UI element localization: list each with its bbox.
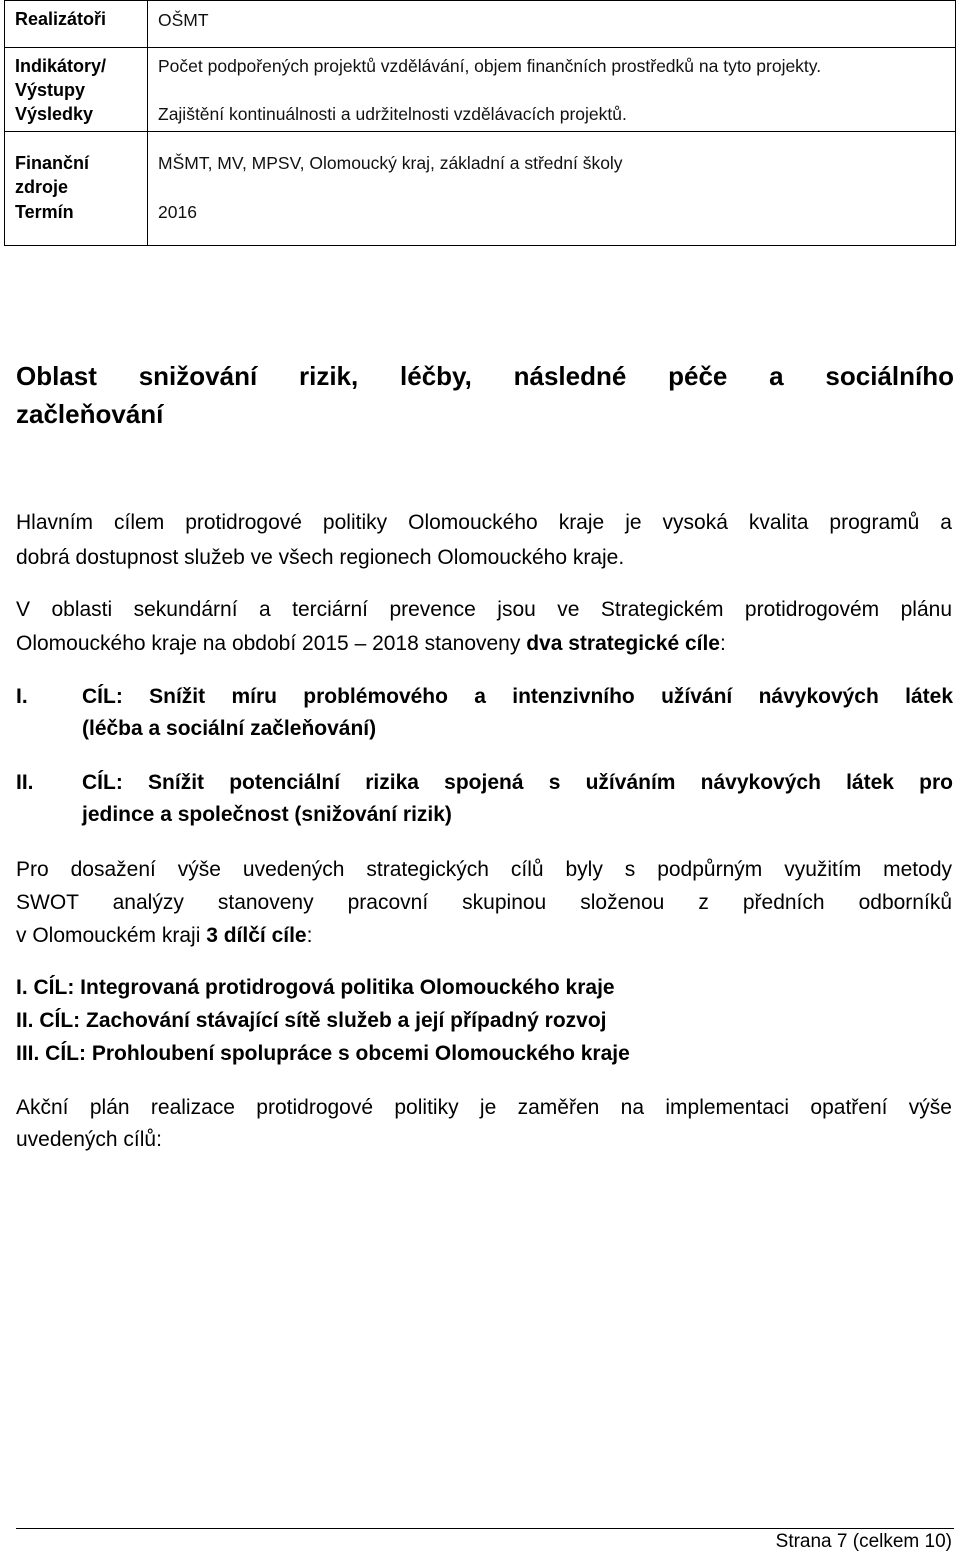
row-label-financni-2: zdroje xyxy=(15,177,69,197)
row-value-termin: 2016 xyxy=(158,202,197,222)
info-table xyxy=(4,0,956,246)
row-label-indikatory-3: Výsledky xyxy=(15,104,94,124)
paragraph-2-text: Olomouckého kraje na období 2015 – 2018 stanoveny xyxy=(16,632,527,655)
page-number: Strana 7 (celkem 10) xyxy=(775,1531,952,1552)
strategic-goal-1 xyxy=(16,681,953,751)
goal-number: I. xyxy=(16,685,28,708)
paragraph-3-line-3 xyxy=(16,920,952,951)
paragraph-3-text: v Olomouckém kraji xyxy=(16,924,207,947)
goal-text-line-1: CÍL: Snížit potenciální rizika spojená s užíváním návykových látek pro xyxy=(82,771,953,794)
goal-text-line-2: (léčba a sociální začleňování) xyxy=(82,717,377,740)
row-label-termin: Termín xyxy=(15,202,74,222)
paragraph-2-line-2 xyxy=(16,628,952,659)
paragraph-2-bold: dva strategické cíle xyxy=(526,632,720,655)
paragraph-4-line-2: uvedených cílů: xyxy=(16,1128,162,1151)
paragraph-1-line-1: Hlavním cílem protidrogové politiky Olomouckého kraje je vysoká kvalita programů a xyxy=(16,511,952,534)
paragraph-3-end: : xyxy=(306,924,313,947)
paragraph-3-line-1: Pro dosažení výše uvedených strategických cílů byly s podpůrným využitím metody xyxy=(16,858,952,881)
goal-text-line-2: jedince a společnost (snižování rizik) xyxy=(82,803,452,826)
row-value-indikatory-2: Zajištění kontinuálnosti a udržitelnosti vzdělávacích projektů. xyxy=(158,104,627,124)
section-heading-cont: začleňování xyxy=(16,399,164,429)
section-heading: Oblast snižování rizik, léčby, následné péče a sociálního xyxy=(16,361,954,391)
goal-number: II. xyxy=(16,771,34,794)
table-row-divider xyxy=(5,47,955,48)
paragraph-3-bold: 3 dílčí cíle xyxy=(206,924,307,947)
footer-divider xyxy=(16,1528,954,1529)
partial-goal-2: II. CÍL: Zachování stávající sítě služeb a její případný rozvoj xyxy=(16,1009,607,1032)
paragraph-1-line-2: dobrá dostupnost služeb ve všech regionech Olomouckého kraje. xyxy=(16,546,625,569)
paragraph-2-line-1: V oblasti sekundární a terciární prevence jsou ve Strategickém protidrogovém plánu xyxy=(16,598,952,621)
row-value-indikatory-1: Počet podpořených projektů vzdělávání, objem finančních prostředků na tyto projekty. xyxy=(158,56,822,76)
paragraph-4-line-1: Akční plán realizace protidrogové politiky je zaměřen na implementaci opatření výše xyxy=(16,1096,952,1119)
row-label-indikatory-1: Indikátory/ xyxy=(15,56,107,76)
table-row-divider xyxy=(5,131,955,132)
table-column-divider xyxy=(147,1,148,245)
row-label-realizatori: Realizátoři xyxy=(15,9,107,29)
partial-goal-3: III. CÍL: Prohloubení spolupráce s obcemi Olomouckého kraje xyxy=(16,1042,630,1065)
goal-text-line-1: CÍL: Snížit míru problémového a intenzivního užívání návykových látek xyxy=(82,685,953,708)
row-value-realizatori: OŠMT xyxy=(158,10,209,30)
strategic-goal-2 xyxy=(16,767,953,837)
partial-goal-1: I. CÍL: Integrovaná protidrogová politika Olomouckého kraje xyxy=(16,976,615,999)
paragraph-3-line-2: SWOT analýzy stanoveny pracovní skupinou složenou z předních odborníků xyxy=(16,891,952,914)
row-label-indikatory-2: Výstupy xyxy=(15,80,86,100)
paragraph-2-end: : xyxy=(719,632,726,655)
row-label-financni-1: Finanční xyxy=(15,153,90,173)
row-value-financni: MŠMT, MV, MPSV, Olomoucký kraj, základní a střední školy xyxy=(158,153,623,173)
